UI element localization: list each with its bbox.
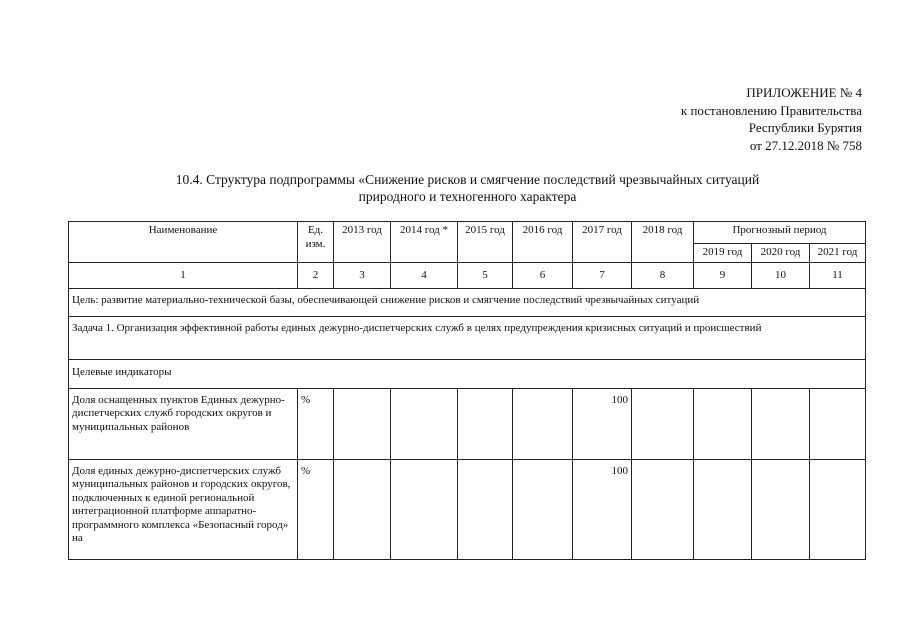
indicators-row bbox=[69, 359, 866, 388]
cell-2017: 100 bbox=[573, 459, 632, 559]
cell-2021 bbox=[810, 459, 866, 559]
indicator-unit: % bbox=[298, 388, 334, 459]
goal-text: Цель: развитие материально-технической базы, обеспечивающей снижение рисков и смягчение последствий чрезвычайных ситуаций bbox=[69, 288, 866, 316]
header-2020: 2020 год bbox=[752, 244, 810, 263]
header-2016: 2016 год bbox=[513, 222, 573, 263]
section-title bbox=[70, 171, 865, 205]
section-title-line-1: 10.4. Структура подпрограммы «Снижение рисков и смягчение последствий чрезвычайных ситуаций bbox=[175, 172, 760, 187]
header-name: Наименование bbox=[69, 222, 298, 263]
column-number: 5 bbox=[458, 262, 513, 288]
table-row bbox=[69, 388, 866, 459]
column-number: 2 bbox=[298, 262, 334, 288]
cell-2015 bbox=[458, 459, 513, 559]
header-forecast-period: Прогнозный период bbox=[694, 222, 866, 244]
header-unit: Ед. изм. bbox=[298, 222, 334, 263]
cell-2015 bbox=[458, 388, 513, 459]
cell-2014 bbox=[391, 459, 458, 559]
column-number: 11 bbox=[810, 262, 866, 288]
header-2018: 2018 год bbox=[632, 222, 694, 263]
table-header-row bbox=[69, 222, 866, 244]
cell-2019 bbox=[694, 459, 752, 559]
column-number: 7 bbox=[573, 262, 632, 288]
cell-2020 bbox=[752, 459, 810, 559]
indicator-name: Доля единых дежурно-диспетчерских служб муниципальных районов и городских округов, подключенных к единой региональной интеграционной платформе аппаратно-программного комплекса «Безопасный город» на bbox=[69, 459, 298, 559]
subprogram-structure-table bbox=[68, 221, 866, 560]
cell-2020 bbox=[752, 388, 810, 459]
indicator-name: Доля оснащенных пунктов Единых дежурно-диспетчерских служб городских округов и муниципальных районов bbox=[69, 388, 298, 459]
column-number: 1 bbox=[69, 262, 298, 288]
cell-2019 bbox=[694, 388, 752, 459]
appendix-number: ПРИЛОЖЕНИЕ № 4 bbox=[746, 85, 862, 100]
column-number: 4 bbox=[391, 262, 458, 288]
column-number: 8 bbox=[632, 262, 694, 288]
cell-2016 bbox=[513, 388, 573, 459]
cell-2021 bbox=[810, 388, 866, 459]
appendix-header bbox=[681, 84, 862, 154]
cell-2014 bbox=[391, 388, 458, 459]
cell-2013 bbox=[334, 388, 391, 459]
column-number-row bbox=[69, 262, 866, 288]
goal-row bbox=[69, 288, 866, 316]
indicator-unit: % bbox=[298, 459, 334, 559]
table-row bbox=[69, 459, 866, 559]
appendix-republic: Республики Бурятия bbox=[748, 120, 862, 135]
header-2021: 2021 год bbox=[810, 244, 866, 263]
cell-2013 bbox=[334, 459, 391, 559]
cell-2017: 100 bbox=[573, 388, 632, 459]
column-number: 9 bbox=[694, 262, 752, 288]
column-number: 6 bbox=[513, 262, 573, 288]
column-number: 10 bbox=[752, 262, 810, 288]
column-number: 3 bbox=[334, 262, 391, 288]
header-2015: 2015 год bbox=[458, 222, 513, 263]
header-2013: 2013 год bbox=[334, 222, 391, 263]
task-row bbox=[69, 316, 866, 359]
header-2017: 2017 год bbox=[573, 222, 632, 263]
appendix-date: от 27.12.2018 № 758 bbox=[749, 137, 862, 153]
task-text: Задача 1. Организация эффективной работы единых дежурно-диспетчерских служб в целях предупреждения кризисных ситуаций и происшествий bbox=[69, 316, 866, 359]
header-2014: 2014 год * bbox=[391, 222, 458, 263]
appendix-resolution: к постановлению Правительства bbox=[680, 102, 862, 118]
cell-2016 bbox=[513, 459, 573, 559]
cell-2018 bbox=[632, 459, 694, 559]
indicators-label: Целевые индикаторы bbox=[69, 359, 866, 388]
section-title-line-2: природного и техногенного характера bbox=[358, 189, 577, 204]
cell-2018 bbox=[632, 388, 694, 459]
header-2019: 2019 год bbox=[694, 244, 752, 263]
